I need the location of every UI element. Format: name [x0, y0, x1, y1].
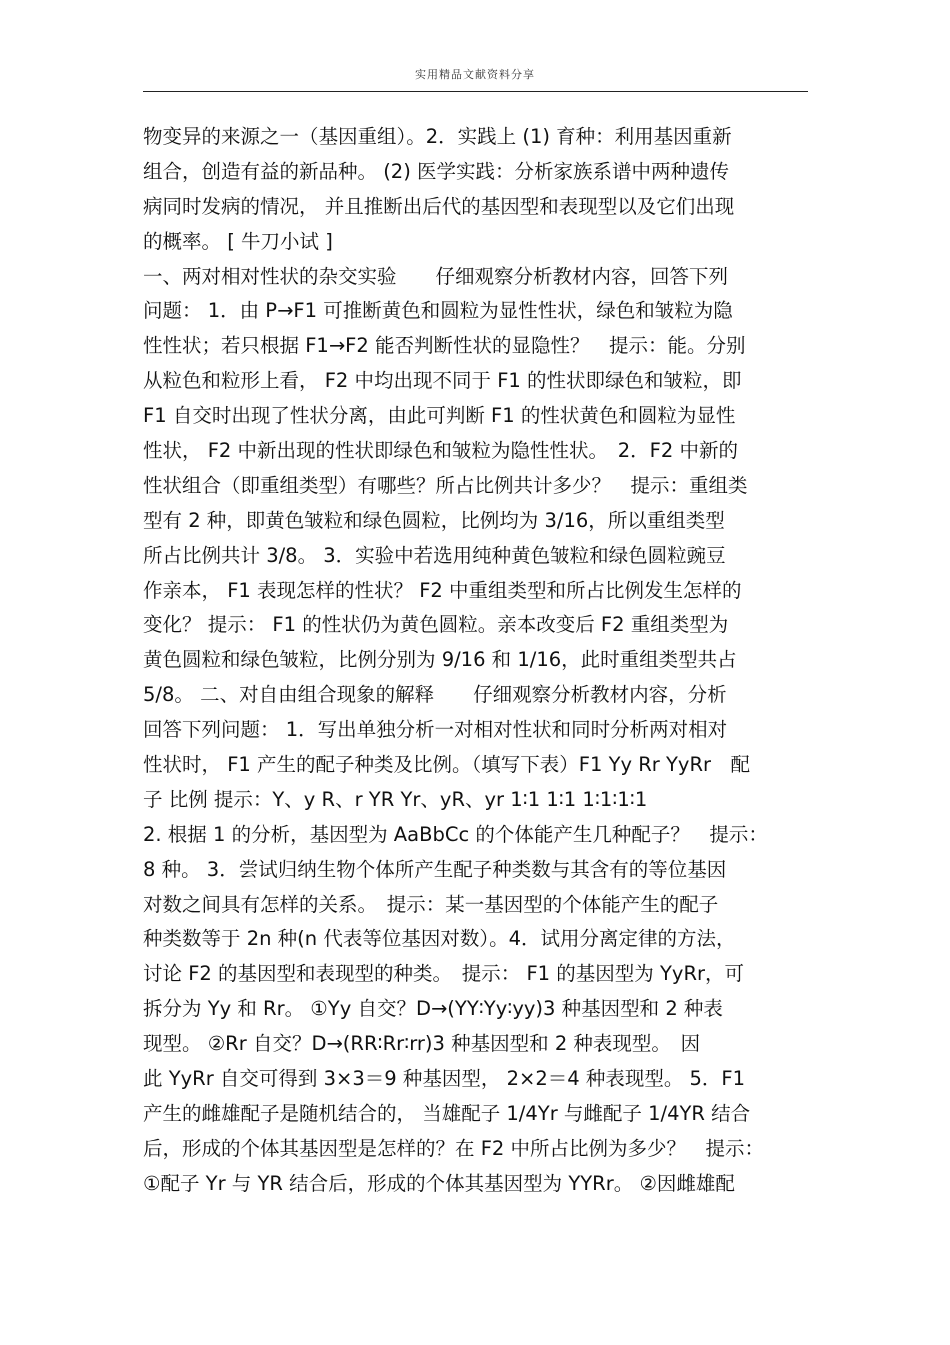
text-line: 子 比例 提示：Y、y R、r YR Yr、yR、yr 1∶1 1∶1 1∶1∶1∶1 [143, 787, 648, 811]
text-line: 病同时发病的情况， 并且推断出后代的基因型和表现型以及它们出现 [143, 194, 735, 218]
text-line: 变化？ 提示： F1 的性状仍为黄色圆粒。亲本改变后 F2 重组类型为 [143, 613, 729, 637]
text-line: 讨论 F2 的基因型和表现型的种类。 提示： F1 的基因型为 YyRr，可 [143, 962, 745, 986]
text-line: 性状时， F1 产生的配子种类及比例。（填写下表）F1 Yy Rr YyRr 配 [143, 753, 751, 777]
text-line: 性状组合（即重组类型）有哪些？所占比例共计多少？ 提示：重组类 [143, 473, 748, 497]
text-line: 作亲本， F1 表现怎样的性状？ F2 中重组类型和所占比例发生怎样的 [143, 578, 742, 602]
text-line: 此 YyRr 自交可得到 3×3＝9 种基因型， 2×2＝4 种表现型。 5．F1 [143, 1067, 746, 1091]
text-line: 黄色圆粒和绿色皱粒，比例分别为 9/16 和 1/16，此时重组类型共占 [143, 648, 737, 672]
text-line: 物变异的来源之一（基因重组）。2．实践上 (1) 育种：利用基因重新 [143, 125, 732, 148]
text-line: 一、两对相对性状的杂交实验 仔细观察分析教材内容，回答下列 [143, 264, 729, 288]
header-divider [143, 91, 808, 92]
text-line: 5/8。 二、对自由组合现象的解释 仔细观察分析教材内容，分析 [143, 683, 727, 707]
text-line: 问题： 1．由 P→F1 可推断黄色和圆粒为显性性状，绿色和皱粒为隐 [143, 299, 733, 323]
page-header: 实用精品文献资料分享 [415, 68, 535, 81]
text-line: 性性状；若只根据 F1→F2 能否判断性状的显隐性？ 提示：能。分别 [143, 334, 746, 358]
text-line: 拆分为 Yy 和 Rr。 ①Yy 自交？D→(YY∶Yy∶yy)3 种基因型和 2 种表 [143, 997, 723, 1021]
text-line: 后，形成的个体其基因型是怎样的？在 F2 中所占比例为多少？ 提示： [143, 1136, 765, 1160]
text-line: 性状， F2 中新出现的性状即绿色和皱粒为隐性性状。 2．F2 中新的 [143, 439, 738, 463]
text-line: 对数之间具有怎样的关系。 提示：某一基因型的个体能产生的配子 [143, 892, 719, 916]
text-line: 的概率。 [ 牛刀小试 ] [143, 229, 333, 253]
text-line: 现型。 ②Rr 自交？D→(RR∶Rr∶rr)3 种基因型和 2 种表现型。 因 [143, 1032, 701, 1056]
text-line: 2. 根据 1 的分析，基因型为 AaBbCc 的个体能产生几种配子？ 提示： [143, 822, 768, 846]
text-line: 组合，创造有益的新品种。 (2) 医学实践：分析家族系谱中两种遗传 [143, 159, 730, 183]
text-line: 产生的雌雄配子是随机结合的， 当雄配子 1/4Yr 与雌配子 1/4YR 结合 [143, 1101, 751, 1125]
text-line: 种类数等于 2n 种(n 代表等位基因对数）。4．试用分离定律的方法， [143, 927, 736, 951]
text-line: 型有 2 种，即黄色皱粒和绿色圆粒，比例均为 3/16，所以重组类型 [143, 508, 725, 532]
text-line: 所占比例共计 3/8。 3．实验中若选用纯种黄色皱粒和绿色圆粒豌豆 [143, 543, 726, 567]
text-line: 从粒色和粒形上看， F2 中均出现不同于 F1 的性状即绿色和皱粒，即 [143, 369, 742, 393]
text-line: 回答下列问题： 1．写出单独分析一对相对性状和同时分析两对相对 [143, 718, 728, 742]
document-body [143, 120, 833, 1202]
text-line: ①配子 Yr 与 YR 结合后，形成的个体其基因型为 YYRr。 ②因雌雄配 [143, 1171, 735, 1195]
text-line: 8 种。 3．尝试归纳生物个体所产生配子种类数与其含有的等位基因 [143, 857, 727, 881]
text-line: F1 自交时出现了性状分离，由此可判断 F1 的性状黄色和圆粒为显性 [143, 404, 736, 428]
